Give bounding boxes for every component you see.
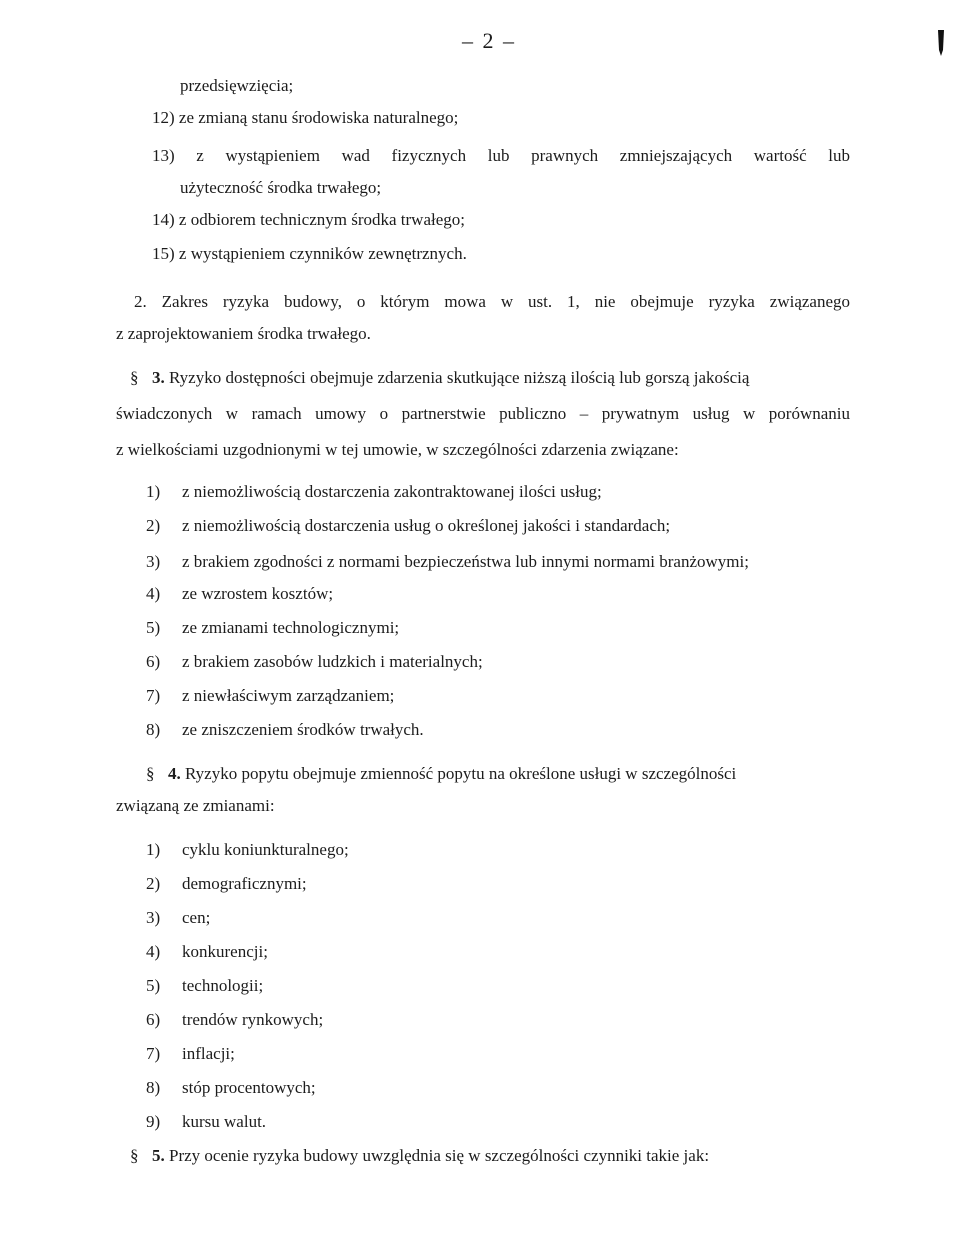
paragraph-line: z wielkościami uzgodnionymi w tej umowie, w szczególności zdarzenia związane:: [116, 440, 679, 459]
text-line: użyteczność środka trwałego;: [180, 178, 382, 197]
list-item: [146, 1044, 235, 1064]
list-number: 4): [146, 584, 161, 603]
list-text: z niewłaściwym zarządzaniem;: [182, 686, 395, 705]
list-number: 9): [146, 1112, 161, 1131]
list-number: 8): [146, 1078, 161, 1097]
paragraph-line: 2. Zakres ryzyka budowy, o którym mowa w ust. 1, nie obejmuje ryzyka związanego: [134, 292, 850, 311]
list-item: [146, 552, 749, 572]
section-sign: §: [146, 764, 155, 783]
list-number: 3): [146, 552, 161, 571]
list-text: stóp procentowych;: [182, 1078, 316, 1097]
list-item: [146, 618, 399, 638]
list-item: 12) ze zmianą stanu środowiska naturalnego;: [152, 108, 459, 127]
list-text: ze wzrostem kosztów;: [182, 584, 334, 603]
list-text: technologii;: [182, 976, 264, 995]
section-5-heading-line: [130, 1146, 709, 1166]
list-text: cyklu koniunkturalnego;: [182, 840, 349, 859]
list-number: 6): [146, 1010, 161, 1029]
list-text: z niemożliwością dostarczenia zakontraktowanej ilości usług;: [182, 482, 602, 501]
section-sign: §: [130, 1146, 139, 1165]
list-number: 4): [146, 942, 161, 961]
list-number: 7): [146, 1044, 161, 1063]
list-item: [146, 720, 424, 740]
list-item: [146, 482, 602, 502]
list-number: 1): [146, 840, 161, 859]
list-text: trendów rynkowych;: [182, 1010, 324, 1029]
list-item: [146, 1112, 266, 1132]
list-number: 2): [146, 874, 161, 893]
list-item: [146, 840, 349, 860]
list-item: [146, 516, 670, 536]
section-3-text: Ryzyko dostępności obejmuje zdarzenia skutkujące niższą ilością lub gorszą jakością: [169, 368, 750, 387]
scan-mark-icon: [936, 28, 946, 58]
section-number: 4.: [168, 764, 181, 783]
list-text: demograficznymi;: [182, 874, 307, 893]
list-item: [146, 942, 268, 962]
list-number: 6): [146, 652, 161, 671]
section-5-text: Przy ocenie ryzyka budowy uwzględnia się w szczególności czynniki takie jak:: [169, 1146, 710, 1165]
list-number: 5): [146, 618, 161, 637]
section-4-heading-line: [146, 764, 850, 784]
list-number: 7): [146, 686, 161, 705]
list-item: 13) z wystąpieniem wad fizycznych lub prawnych zmniejszających wartość lub: [152, 146, 850, 165]
list-text: inflacji;: [182, 1044, 235, 1063]
list-text: ze zniszczeniem środków trwałych.: [182, 720, 424, 739]
list-item: [146, 686, 394, 706]
paragraph-line: związaną ze zmianami:: [116, 796, 275, 815]
list-item: 14) z odbiorem technicznym środka trwałego;: [152, 210, 465, 229]
list-text: z niemożliwością dostarczenia usług o określonej jakości i standardach;: [182, 516, 671, 535]
list-text: konkurencji;: [182, 942, 268, 961]
list-item: [146, 652, 483, 672]
text-line: przedsięwzięcia;: [180, 76, 294, 95]
list-number: 5): [146, 976, 161, 995]
list-number: 1): [146, 482, 161, 501]
list-item: 15) z wystąpieniem czynników zewnętrznych.: [152, 244, 467, 263]
list-text: z brakiem zgodności z normami bezpieczeństwa lub innymi normami branżowymi;: [182, 552, 749, 571]
section-number: 3.: [152, 368, 165, 387]
list-number: 3): [146, 908, 161, 927]
section-3-heading-line: [130, 368, 850, 388]
list-number: 2): [146, 516, 161, 535]
list-number: 8): [146, 720, 161, 739]
list-item: [146, 1010, 323, 1030]
list-item: [146, 874, 307, 894]
list-text: z brakiem zasobów ludzkich i materialnych;: [182, 652, 483, 671]
page-number: – 2 –: [462, 28, 516, 53]
section-sign: §: [130, 368, 139, 387]
paragraph-line: z zaprojektowaniem środka trwałego.: [116, 324, 371, 343]
paragraph-line: świadczonych w ramach umowy o partnerstwie publiczno – prywatnym usług w porównaniu: [116, 404, 850, 423]
list-item: [146, 584, 333, 604]
section-4-text: Ryzyko popytu obejmuje zmienność popytu na określone usługi w szczególności: [185, 764, 737, 783]
list-item: [146, 1078, 316, 1098]
list-text: ze zmianami technologicznymi;: [182, 618, 400, 637]
list-item: [146, 976, 263, 996]
list-text: cen;: [182, 908, 211, 927]
list-text: kursu walut.: [182, 1112, 267, 1131]
section-number: 5.: [152, 1146, 165, 1165]
list-item: [146, 908, 210, 928]
